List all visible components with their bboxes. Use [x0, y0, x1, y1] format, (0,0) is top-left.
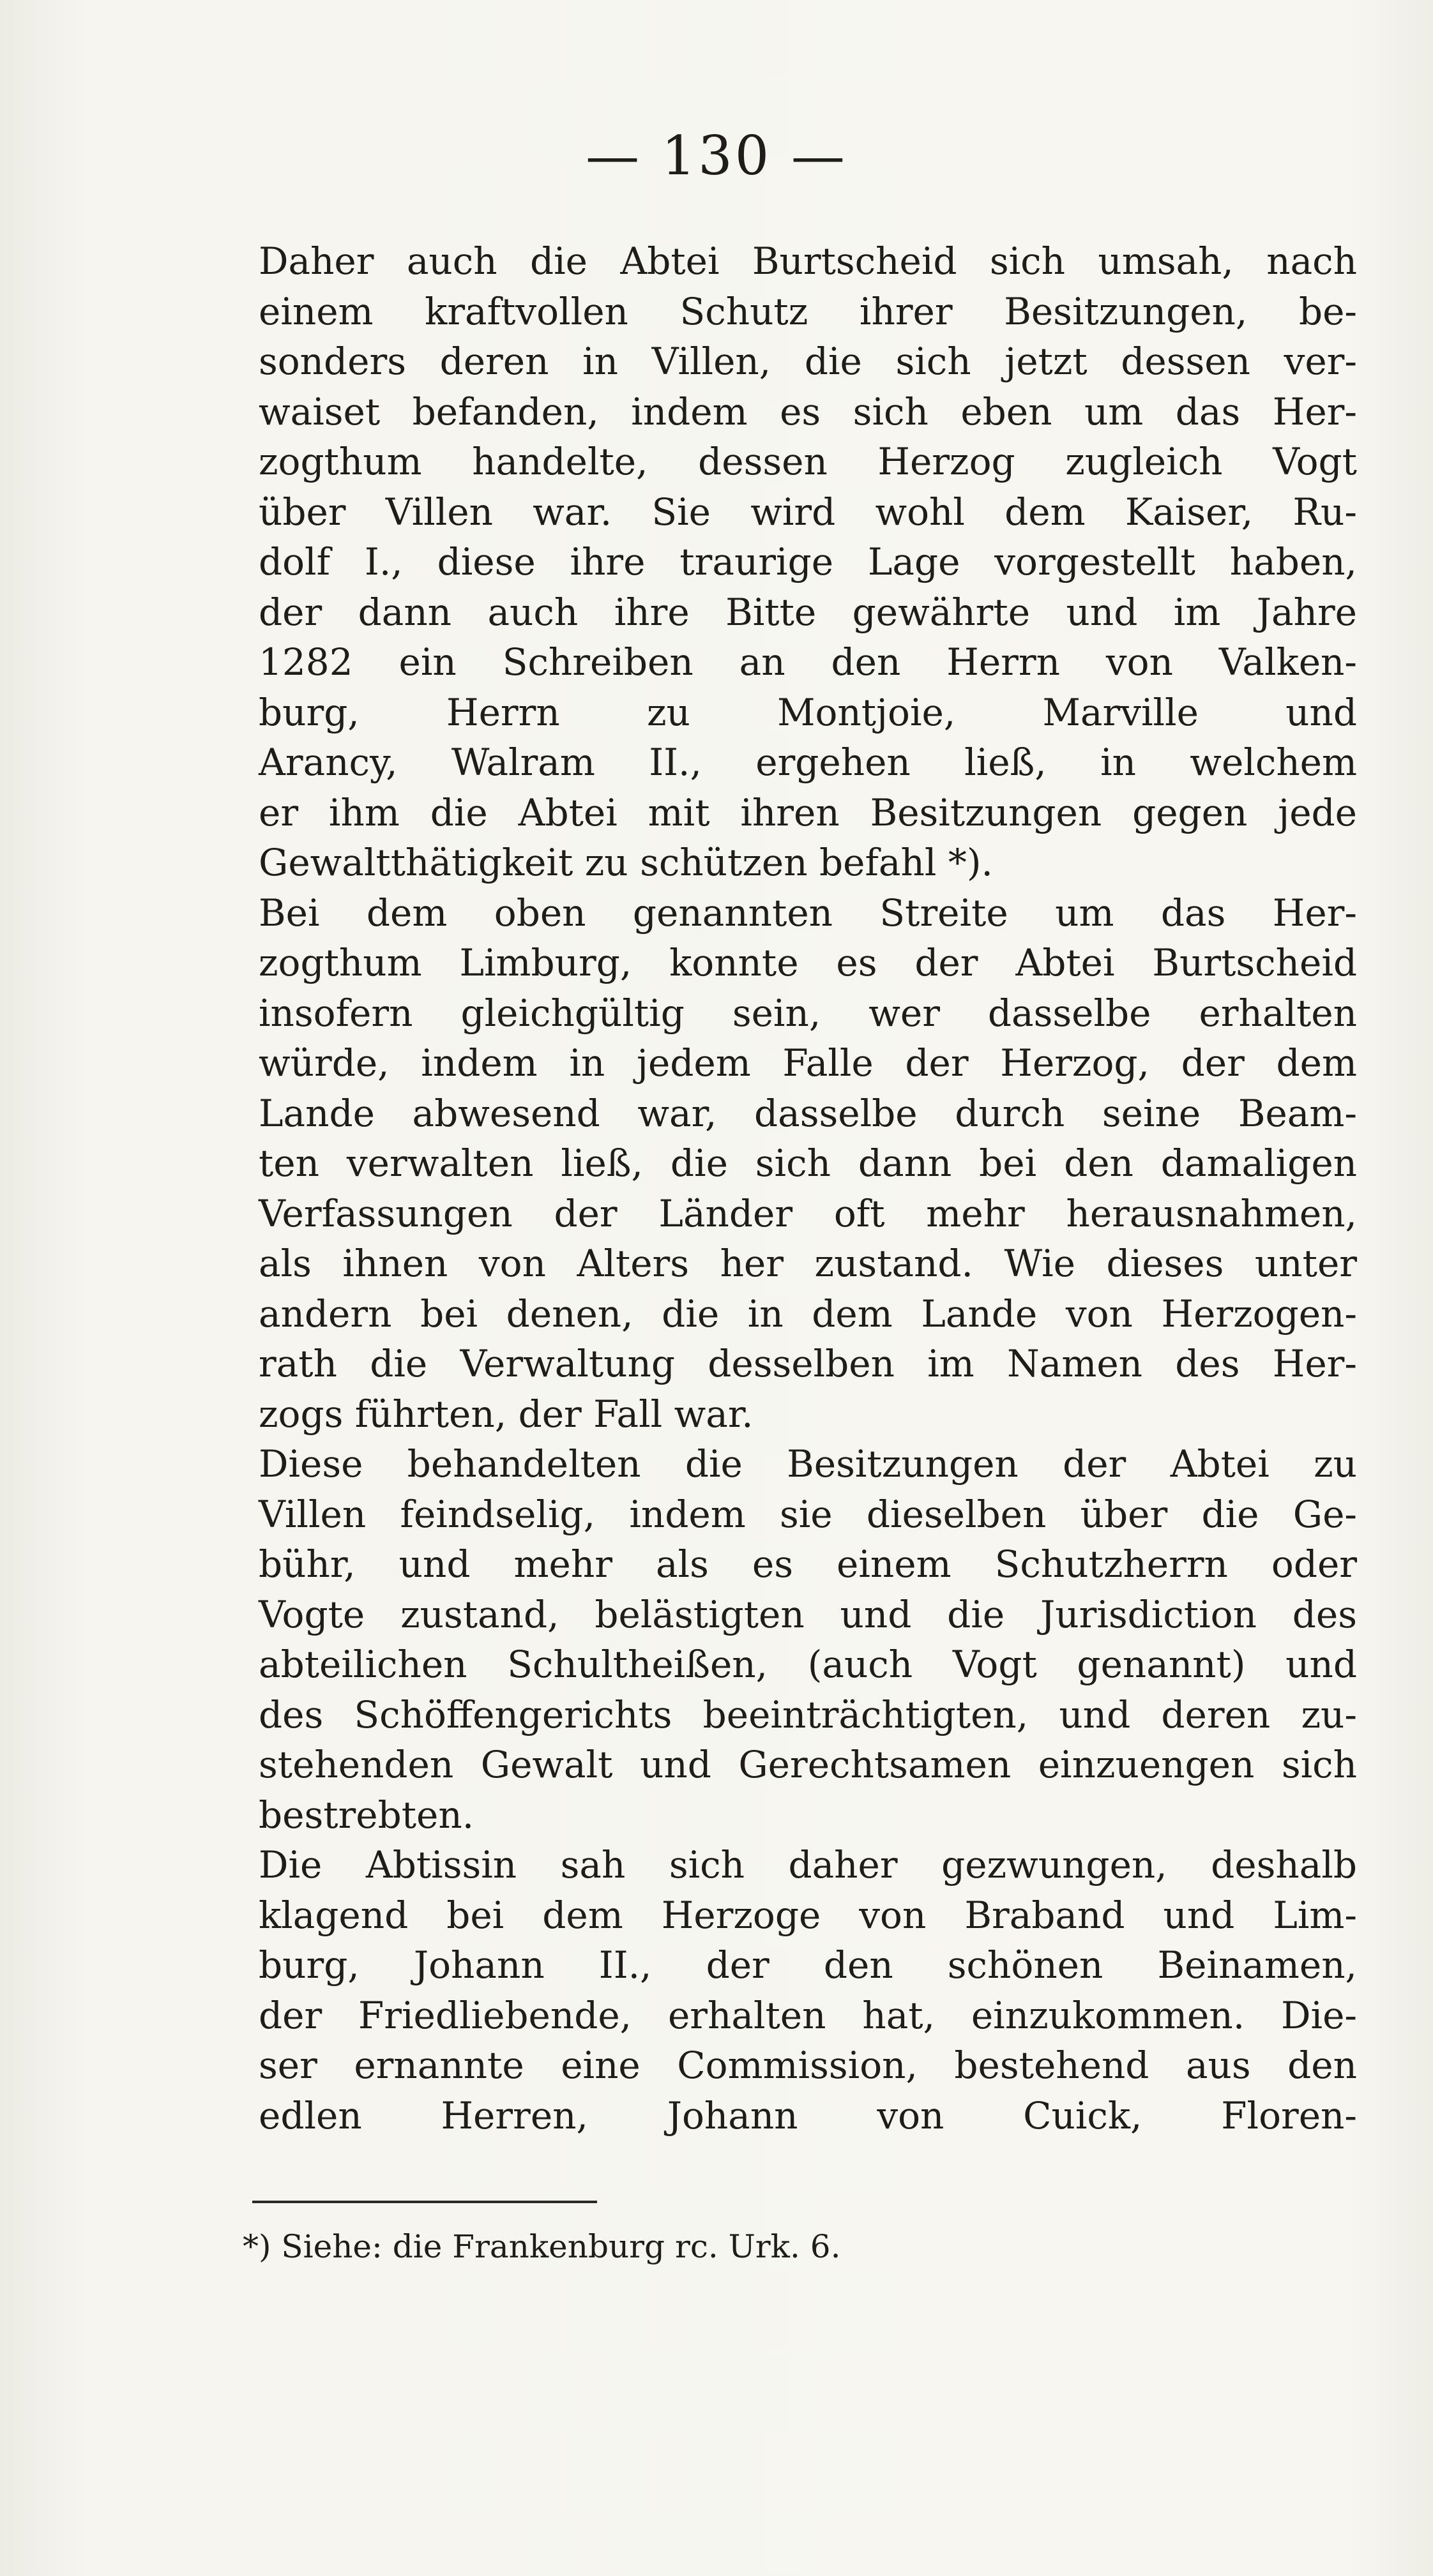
text-line: abteilichen Schultheißen, (auch Vogt genannt) und — [259, 1643, 1357, 1686]
text-line: sonders deren in Villen, die sich jetzt dessen ver- — [259, 340, 1357, 383]
footnote-divider — [252, 2201, 597, 2203]
text-line: klagend bei dem Herzoge von Braband und Lim- — [259, 1893, 1357, 1937]
text-line: Lande abwesend war, dasselbe durch seine Beam- — [259, 1091, 1357, 1135]
text-line: als ihnen von Alters her zustand. Wie dieses unter — [259, 1242, 1357, 1285]
text-line: zogthum handelte, dessen Herzog zugleich Vogt — [259, 440, 1357, 483]
body-text — [259, 236, 1357, 2141]
text-line: der dann auch ihre Bitte gewährte und im Jahre — [259, 590, 1357, 634]
text-line: zogs führten, der Fall war. — [259, 1392, 754, 1436]
text-line: insofern gleichgültig sein, wer dasselbe erhalten — [259, 991, 1357, 1035]
text-line: ser ernannte eine Commission, bestehend aus den — [259, 2044, 1357, 2087]
text-line: Bei dem oben genannten Streite um das Her- — [259, 891, 1357, 935]
text-line: stehenden Gewalt und Gerechtsamen einzuengen sich — [259, 1743, 1357, 1786]
text-line: burg, Johann II., der den schönen Beinamen, — [259, 1943, 1357, 1987]
text-line: der Friedliebende, erhalten hat, einzukommen. Die- — [259, 1993, 1357, 2037]
text-line: bühr, und mehr als es einem Schutzherrn oder — [259, 1542, 1357, 1586]
text-line: Verfassungen der Länder oft mehr herausnahmen, — [259, 1191, 1357, 1235]
footnote: *) Siehe: die Frankenburg rc. Urk. 6. — [243, 2228, 841, 2265]
text-line: zogthum Limburg, konnte es der Abtei Burtscheid — [259, 941, 1357, 984]
text-line: dolf I., diese ihre traurige Lage vorgestellt haben, — [259, 540, 1357, 584]
text-line: andern bei denen, die in dem Lande von Herzogen- — [259, 1292, 1357, 1336]
text-line: edlen Herren, Johann von Cuick, Floren- — [259, 2093, 1357, 2137]
text-line: rath die Verwaltung desselben im Namen des Her- — [259, 1342, 1357, 1385]
text-line: Diese behandelten die Besitzungen der Abtei zu — [259, 1442, 1357, 1486]
text-line: er ihm die Abtei mit ihren Besitzungen gegen jede — [259, 790, 1357, 834]
text-line: Die Abtissin sah sich daher gezwungen, deshalb — [259, 1843, 1357, 1887]
text-line: Daher auch die Abtei Burtscheid sich umsah, nach — [259, 239, 1357, 283]
text-line: einem kraftvollen Schutz ihrer Besitzungen, be- — [259, 289, 1357, 333]
text-line: bestrebten. — [259, 1793, 474, 1837]
text-line: Gewaltthätigkeit zu schützen befahl *). — [259, 841, 993, 884]
text-line: Arancy, Walram II., ergehen ließ, in welchem — [259, 741, 1357, 784]
text-line: ten verwalten ließ, die sich dann bei den damaligen — [259, 1141, 1357, 1185]
text-line: burg, Herrn zu Montjoie, Marville und — [259, 690, 1357, 734]
page-number: — 130 — — [586, 124, 847, 187]
text-line: des Schöffengerichts beeinträchtigten, und deren zu- — [259, 1692, 1357, 1736]
text-line: Vogte zustand, belästigten und die Jurisdiction des — [259, 1592, 1357, 1636]
text-line: über Villen war. Sie wird wohl dem Kaiser, Ru- — [259, 490, 1357, 534]
text-line: 1282 ein Schreiben an den Herrn von Valken- — [259, 640, 1357, 684]
text-line: waiset befanden, indem es sich eben um das Her- — [259, 389, 1357, 433]
text-line: Villen feindselig, indem sie dieselben über die Ge- — [259, 1492, 1357, 1536]
text-line: würde, indem in jedem Falle der Herzog, der dem — [259, 1041, 1357, 1085]
